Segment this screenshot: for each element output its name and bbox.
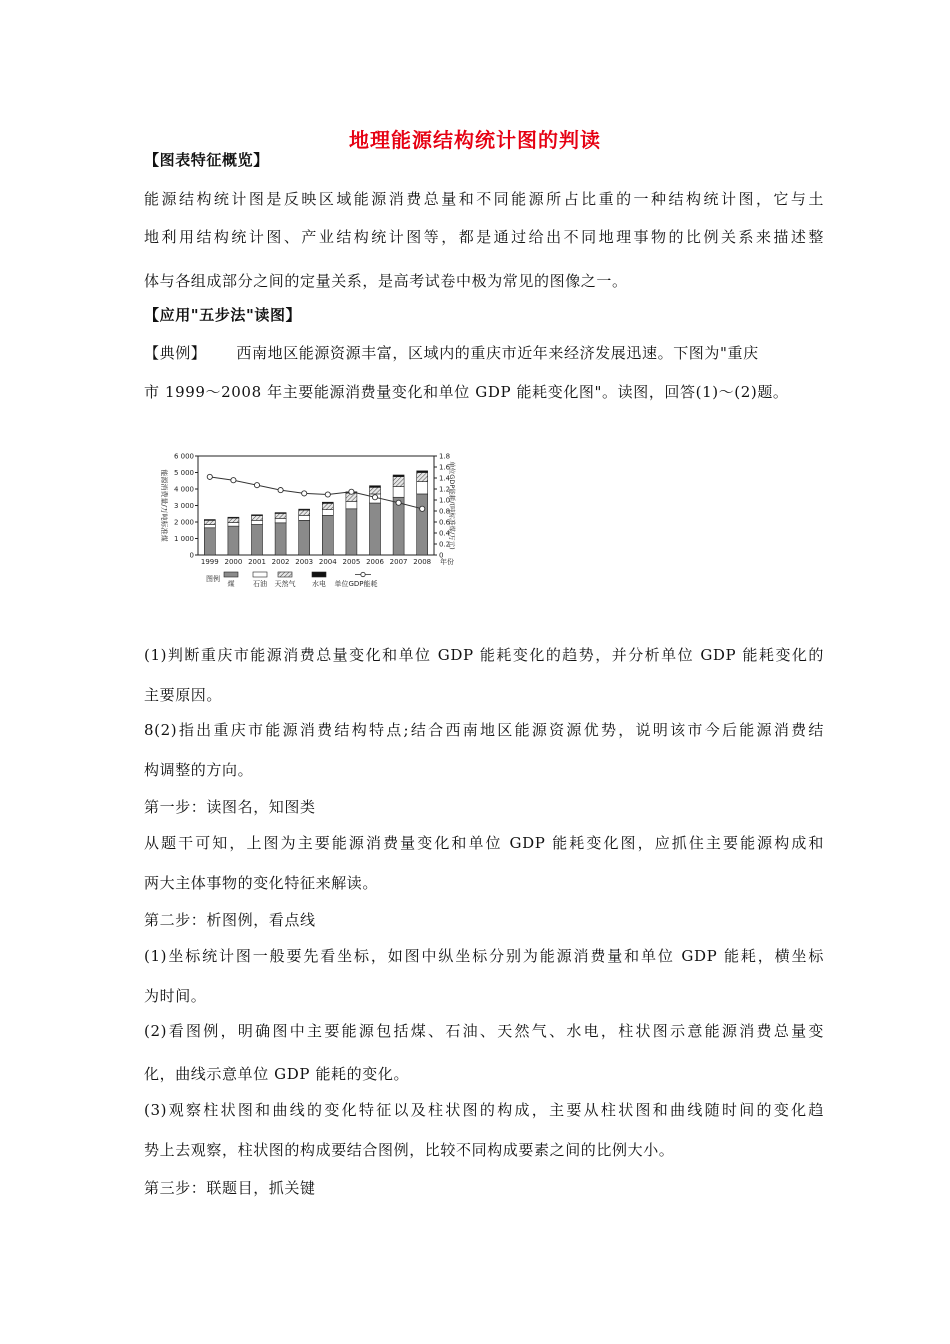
y-tick-label-left: 6 000 — [173, 452, 194, 461]
bar-coal — [370, 503, 381, 555]
y-tick-label-right: 1.6 — [439, 463, 451, 472]
legend-swatch — [253, 572, 267, 577]
y-tick-label-right: 0.6 — [439, 518, 451, 527]
legend-swatch — [312, 572, 326, 577]
y-tick-label-right: 1.2 — [439, 485, 451, 494]
chart-legend — [206, 572, 378, 588]
line-point — [325, 492, 330, 497]
bar-hydro — [204, 520, 215, 521]
legend-label: 水电 — [312, 580, 326, 588]
question-2-line: 构调整的方向。 — [144, 761, 254, 779]
line-point — [302, 491, 307, 496]
bar-hydro — [299, 509, 310, 510]
y-axis-label-right-text: 单位GDP能耗/(吨标准煤/万元) — [448, 461, 456, 550]
bar-oil — [322, 510, 333, 516]
bar-coal — [204, 528, 215, 555]
line-gdp-energy — [210, 477, 422, 509]
y-tick-label-right: 1.8 — [439, 452, 451, 461]
document-title: 地理能源结构统计图的判读 — [349, 128, 601, 152]
question-1-line: 主要原因。 — [144, 686, 223, 704]
example-label: 【典例】 — [144, 344, 207, 362]
x-tick-label: 2006 — [366, 558, 384, 566]
paragraph-line: 地利用结构统计图、产业结构统计图等，都是通过给出不同地理事物的比例关系来描述整 — [144, 228, 824, 246]
example-line-2: 市 1999～2008 年主要能源消费量变化和单位 GDP 能耗变化图"。读图，回答(1)～(2)题。 — [144, 383, 789, 401]
bar-gas — [393, 477, 404, 487]
bar-gas — [228, 518, 239, 522]
section-heading-five-steps: 【应用"五步法"读图】 — [144, 306, 302, 324]
bar-coal — [252, 524, 263, 555]
bar-coal — [299, 520, 310, 555]
bar-oil — [299, 515, 310, 520]
bar-coal — [346, 509, 357, 555]
bar-gas — [299, 510, 310, 515]
step-1-text: 从题干可知，上图为主要能源消费量变化和单位 GDP 能耗变化图，应抓住主要能源构成和 — [144, 834, 824, 852]
example-line-1: 【典例】 西南地区能源资源丰富，区域内的重庆市近年来经济发展迅速。下图为"重庆 — [144, 344, 759, 362]
chart-plot-area — [174, 453, 454, 567]
y-tick-label-left: 2 000 — [173, 518, 194, 527]
step-2-text: (1)坐标统计图一般要先看坐标，如图中纵坐标分别为能源消费量和单位 GDP 能耗，横坐标 — [144, 947, 824, 965]
bar-gas — [275, 513, 286, 518]
y-tick-label-left: 0 — [189, 551, 194, 560]
bar-hydro — [393, 475, 404, 477]
bar-gas — [252, 516, 263, 521]
y-tick-label-left: 5 000 — [173, 469, 194, 477]
bar-oil — [204, 524, 215, 527]
step-2-text: (3)观察柱状图和曲线的变化特征以及柱状图的构成，主要从柱状图和曲线随时间的变化趋 — [144, 1101, 824, 1119]
legend-label: 石油 — [253, 580, 267, 588]
bar-oil — [417, 482, 428, 494]
legend-swatch — [224, 572, 238, 577]
line-point — [420, 506, 425, 511]
legend-label: 单位GDP能耗 — [334, 580, 378, 588]
y-tick-label-right: 0.4 — [439, 529, 451, 538]
bar-gas — [370, 487, 381, 494]
y-tick-label-left: 1 000 — [173, 535, 194, 543]
y-tick-label-right: 1.4 — [439, 474, 451, 483]
x-tick-label: 2001 — [248, 558, 266, 566]
question-2-line: 8(2)指出重庆市能源消费结构特点;结合西南地区能源资源优势，说明该市今后能源消费结 — [144, 721, 824, 739]
x-tick-label: 2002 — [271, 558, 290, 566]
legend-label: 天然气 — [274, 580, 296, 588]
bar-coal — [275, 523, 286, 555]
energy-consumption-chart — [154, 448, 454, 590]
bar-oil — [252, 520, 263, 524]
bar-coal — [322, 515, 333, 555]
bar-gas — [322, 503, 333, 509]
legend-line-point — [361, 572, 365, 576]
bar-hydro — [252, 515, 263, 516]
line-point — [372, 495, 377, 500]
bar-oil — [228, 522, 239, 526]
x-tick-label: 2007 — [389, 558, 408, 566]
question-1-line: (1)判断重庆市能源消费总量变化和单位 GDP 能耗变化的趋势，并分析单位 GDP 能耗变化的 — [144, 646, 824, 664]
x-tick-label: 2000 — [224, 558, 243, 566]
section-heading-overview: 【图表特征概览】 — [144, 151, 269, 169]
line-point — [396, 500, 401, 505]
bar-gas — [417, 473, 428, 482]
step-1-title: 第一步：读图名，知图类 — [144, 798, 316, 816]
y-tick-label-right: 0.2 — [439, 540, 451, 549]
x-tick-label: 2004 — [318, 558, 337, 566]
bar-oil — [346, 501, 357, 508]
line-point — [207, 474, 212, 479]
y-tick-label-right: 0 — [439, 551, 444, 560]
x-tick-label: 2005 — [342, 558, 361, 566]
y-axis-label-left — [160, 469, 169, 541]
bar-hydro — [370, 486, 381, 488]
step-3-title: 第三步：联题目，抓关键 — [144, 1179, 316, 1197]
bar-oil — [275, 518, 286, 522]
legend-title: 图例 — [206, 575, 220, 583]
bar-coal — [417, 494, 428, 555]
step-2-title: 第二步：析图例，看点线 — [144, 911, 316, 929]
x-axis-label: 年份 — [440, 558, 454, 566]
line-point — [231, 478, 236, 483]
step-2-text: 化，曲线示意单位 GDP 能耗的变化。 — [144, 1065, 410, 1083]
step-1-text: 两大主体事物的变化特征来解读。 — [144, 874, 379, 892]
line-point — [349, 489, 354, 494]
step-2-text: (2)看图例，明确图中主要能源包括煤、石油、天然气、水电，柱状图示意能源消费总量变 — [144, 1022, 824, 1040]
step-2-text: 为时间。 — [144, 987, 207, 1005]
legend-swatch — [278, 572, 292, 577]
x-tick-label: 2003 — [295, 558, 314, 566]
bar-hydro — [417, 471, 428, 473]
legend-label: 煤 — [227, 580, 235, 588]
y-tick-label-left: 3 000 — [173, 502, 194, 510]
x-tick-label: 2008 — [413, 558, 432, 566]
y-axis-label-left-text: 能源消费量/万吨标准煤 — [160, 469, 168, 542]
bar-coal — [228, 526, 239, 555]
paragraph-line: 能源结构统计图是反映区域能源消费总量和不同能源所占比重的一种结构统计图，它与土 — [144, 190, 824, 208]
paragraph-line: 体与各组成部分之间的定量关系，是高考试卷中极为常见的图像之一。 — [144, 272, 628, 290]
y-tick-label-left: 4 000 — [173, 485, 194, 494]
chart-svg — [154, 448, 454, 590]
bar-hydro — [322, 502, 333, 503]
line-point — [278, 488, 283, 493]
step-2-text: 势上去观察，柱状图的构成要结合图例，比较不同构成要素之间的比例大小。 — [144, 1141, 675, 1159]
bar-coal — [393, 497, 404, 555]
bar-oil — [393, 487, 404, 498]
x-tick-label: 1999 — [200, 558, 219, 566]
bar-hydro — [275, 513, 286, 514]
line-point — [254, 483, 259, 488]
bar-hydro — [228, 517, 239, 518]
y-tick-label-right: 1.0 — [439, 496, 451, 505]
bar-gas — [204, 520, 215, 524]
y-tick-label-right: 0.8 — [439, 507, 451, 516]
